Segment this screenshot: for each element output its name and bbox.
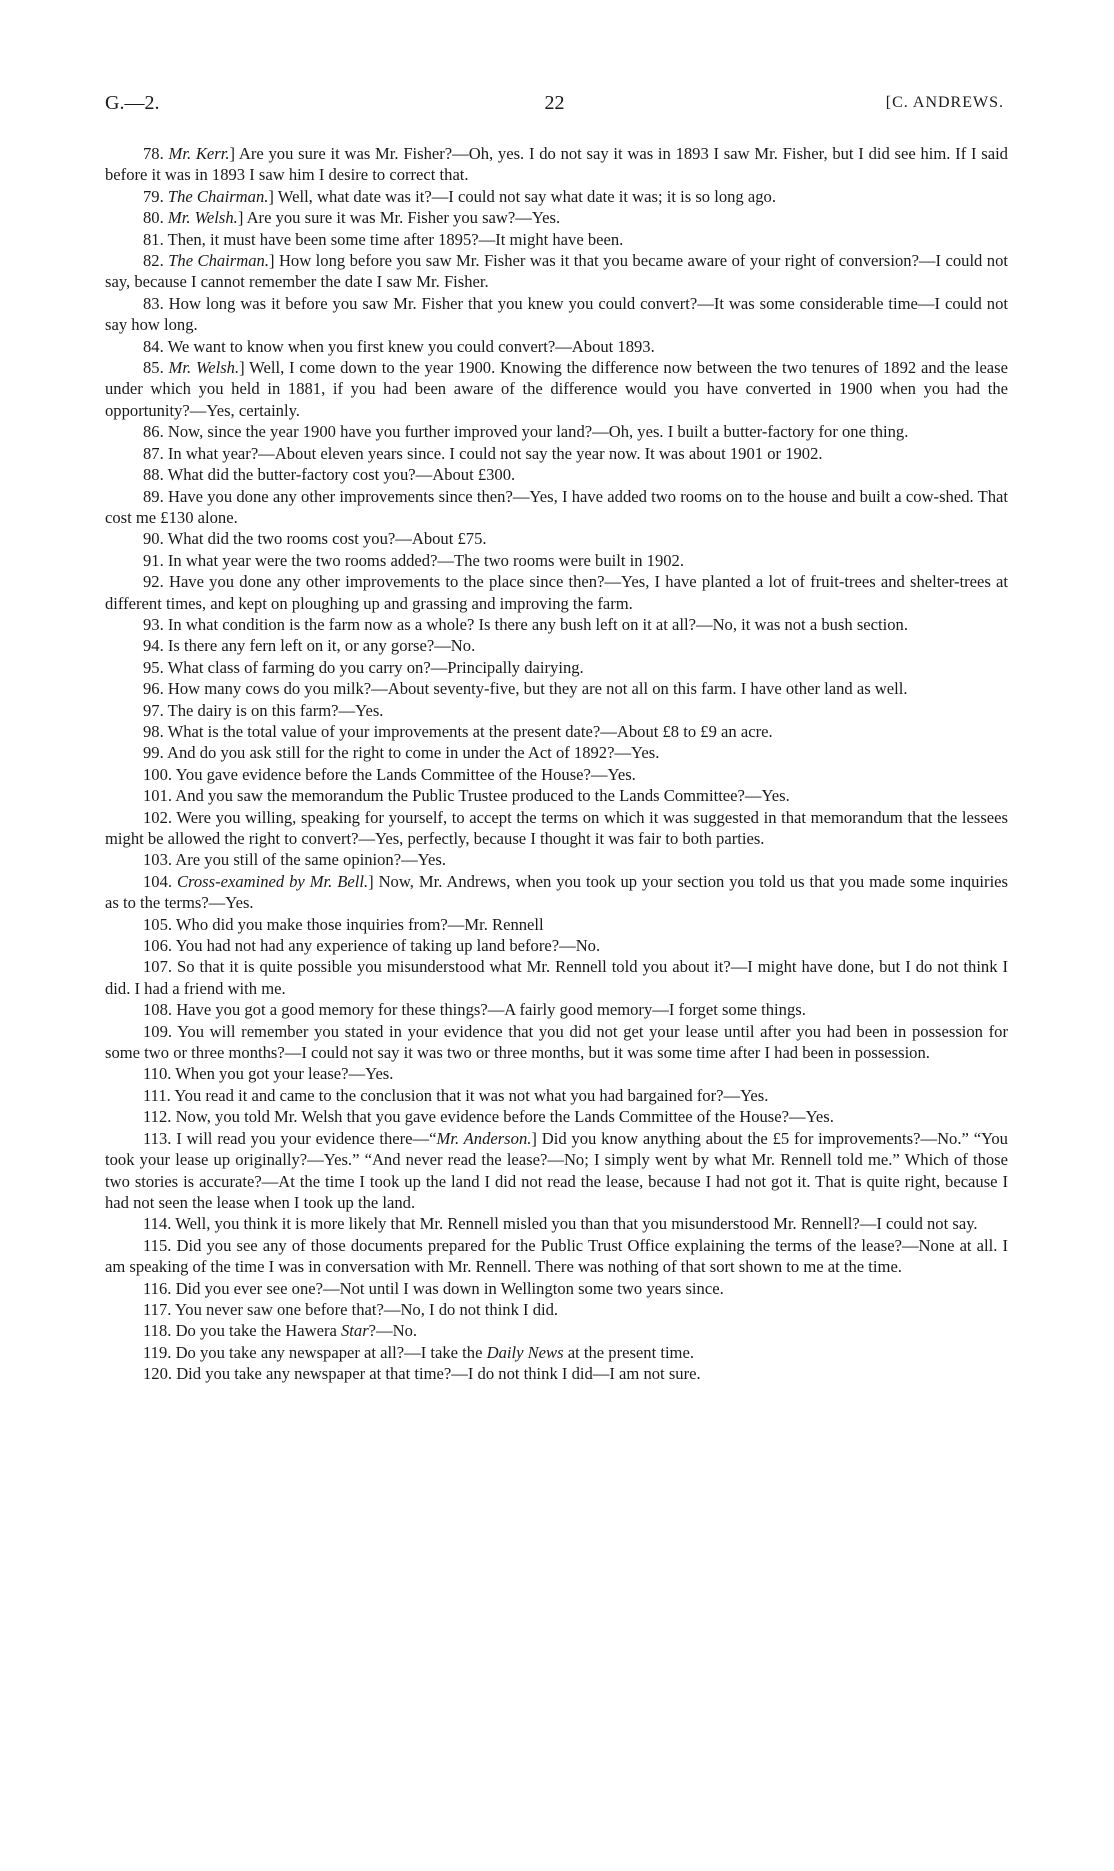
text-run: ] Well, what date was it?—I could not say what date it was; it is so long ago. — [268, 186, 776, 206]
question-answer-paragraph — [105, 1021, 1008, 1064]
question-answer-paragraph — [105, 1063, 1008, 1084]
question-answer-paragraph — [105, 250, 1008, 293]
question-answer-paragraph — [105, 464, 1008, 485]
italic-run: The Chairman. — [168, 251, 269, 271]
question-answer-paragraph — [105, 678, 1008, 699]
question-answer-paragraph — [105, 721, 1008, 742]
text-run: ?—No. — [368, 1321, 418, 1341]
text-run: 114. Well, you think it is more likely that Mr. Rennell misled you than that you misunderstood Mr. Rennell?—I could not say. — [143, 1214, 978, 1234]
text-run: 101. And you saw the memorandum the Public Trustee produced to the Lands Committee?—Yes. — [143, 786, 790, 806]
text-run: 89. Have you done any other improvements since then?—Yes, I have added two rooms on to the house and built a cow-shed. That cost me £130 alone. — [105, 486, 1008, 527]
question-answer-paragraph — [105, 1213, 1008, 1234]
text-run: 104. — [143, 871, 177, 891]
question-answer-paragraph — [105, 229, 1008, 250]
text-run: 81. Then, it must have been some time after 1895?—It might have been. — [143, 229, 624, 249]
text-run: 112. Now, you told Mr. Welsh that you gave evidence before the Lands Committee of the House?—Yes. — [143, 1107, 834, 1127]
text-run: ] Are you sure it was Mr. Fisher?—Oh, yes. I do not say it was in 1893 I saw Mr. Fisher, but I did see him. If I said before it was in 1893 I saw him I desire to correct that. — [105, 144, 1008, 185]
text-run: ] Did you know anything about the £5 for improvements?—No.” “You took your lease up originally?—Yes.” “And never read the lease?—No; I simply went by what Mr. Rennell told me.” Which of those two stories is accurate?—At the time I took up the land I did not read the lease, because I had not got it. That is quite right, because I had not seen the lease when I took up the land. — [105, 1128, 1008, 1212]
question-answer-paragraph — [105, 935, 1008, 956]
question-answer-paragraph — [105, 742, 1008, 763]
italic-run: Star — [340, 1321, 369, 1341]
text-run: 82. — [143, 251, 169, 271]
question-answer-paragraph — [105, 571, 1008, 614]
question-answer-paragraph — [105, 550, 1008, 571]
text-run: 116. Did you ever see one?—Not until I was down in Wellington some two years since. — [143, 1278, 724, 1298]
text-run: ] How long before you saw Mr. Fisher was it that you became aware of your right of conversion?—I could not say, because I cannot remember the date I saw Mr. Fisher. — [105, 251, 1008, 292]
text-run: 117. You never saw one before that?—No, I do not think I did. — [143, 1299, 559, 1319]
document-reference: G.—2. — [105, 92, 160, 114]
text-run: 94. Is there any fern left on it, or any gorse?—No. — [143, 636, 476, 656]
italic-run: Mr. Kerr. — [168, 144, 230, 163]
text-run: ] Are you sure it was Mr. Fisher you saw?—Yes. — [237, 208, 561, 228]
question-answer-paragraph — [105, 357, 1008, 421]
question-answer-paragraph — [105, 1299, 1008, 1320]
question-answer-paragraph — [105, 1363, 1008, 1384]
page-header — [105, 92, 1004, 122]
text-run: 79. — [143, 186, 168, 206]
text-run: 98. What is the total value of your improvements at the present date?—About £8 to £9 an acre. — [143, 721, 773, 741]
witness-name: [C. ANDREWS. — [885, 94, 1004, 111]
question-answer-paragraph — [105, 764, 1008, 785]
text-run: 120. Did you take any newspaper at that time?—I do not think I did—I am not sure. — [143, 1364, 701, 1384]
text-run: 96. How many cows do you milk?—About seventy-five, but they are not all on this farm. I have other land as well. — [143, 679, 908, 699]
text-run: 118. Do you take the Hawera — [143, 1321, 341, 1341]
text-run: at the present time. — [563, 1342, 694, 1362]
text-run: 113. I will read you your evidence there—“ — [143, 1128, 437, 1148]
text-run: 84. We want to know when you first knew you could convert?—About 1893. — [143, 336, 655, 356]
question-answer-paragraph — [105, 143, 1008, 186]
text-run: 91. In what year were the two rooms added?—The two rooms were built in 1902. — [143, 550, 684, 570]
text-run: 80. — [143, 208, 168, 228]
text-run: 87. In what year?—About eleven years since. I could not say the year now. It was about 1901 or 1902. — [143, 443, 823, 463]
question-answer-paragraph — [105, 528, 1008, 549]
question-answer-paragraph — [105, 785, 1008, 806]
question-answer-paragraph — [105, 336, 1008, 357]
text-run: 85. — [143, 358, 169, 378]
text-run: 115. Did you see any of those documents prepared for the Public Trust Office explaining the terms of the lease?—None at all. I am speaking of the time I was in conversation with Mr. Rennell. There was nothing of that sort shown to me at the time. — [105, 1235, 1008, 1277]
question-answer-paragraph — [105, 700, 1008, 721]
italic-run: Mr. Welsh. — [167, 208, 238, 228]
text-run: 83. How long was it before you saw Mr. Fisher that you knew you could convert?—It was some considerable time—I could not say how long. — [105, 293, 1008, 335]
text-run: 78. — [143, 144, 169, 163]
text-run: 95. What class of farming do you carry on?—Principally dairying. — [143, 657, 584, 677]
question-answer-paragraph — [105, 1320, 1008, 1341]
text-run: 86. Now, since the year 1900 have you further improved your land?—Oh, yes. I built a butter-factory for one thing. — [143, 422, 909, 442]
question-answer-paragraph — [105, 1128, 1008, 1214]
question-answer-paragraph — [105, 1278, 1008, 1299]
question-answer-paragraph — [105, 1085, 1008, 1106]
question-answer-paragraph — [105, 807, 1008, 850]
text-run: 93. In what condition is the farm now as a whole? Is there any bush left on it at all?—No, it was not a bush section. — [143, 614, 908, 634]
question-answer-paragraph — [105, 443, 1008, 464]
text-run: 88. What did the butter-factory cost you?—About £300. — [143, 465, 516, 485]
question-answer-paragraph — [105, 614, 1008, 635]
text-run: 103. Are you still of the same opinion?—Yes. — [143, 850, 446, 870]
question-answer-paragraph — [105, 871, 1008, 914]
text-run: ] Well, I come down to the year 1900. Knowing the difference now between the two tenures of 1892 and the lease under which you held in 1881, if you had been aware of the difference would you have converted in 1900 when you had the opportunity?—Yes, certainly. — [105, 358, 1008, 420]
question-answer-paragraph — [105, 956, 1008, 999]
italic-run: Daily News — [486, 1342, 564, 1362]
question-answer-paragraph — [105, 849, 1008, 870]
page-number: 22 — [544, 92, 565, 114]
question-answer-paragraph — [105, 657, 1008, 678]
text-run: 108. Have you got a good memory for these things?—A fairly good memory—I forget some things. — [143, 1000, 806, 1020]
text-run: 111. You read it and came to the conclusion that it was not what you had bargained for?—Yes. — [143, 1085, 769, 1105]
question-answer-paragraph — [105, 1235, 1008, 1278]
italic-run: The Chairman. — [167, 186, 269, 206]
evidence-transcript — [105, 143, 1008, 1385]
question-answer-paragraph — [105, 914, 1008, 935]
question-answer-paragraph — [105, 186, 1008, 207]
italic-run: Mr. Anderson. — [436, 1128, 532, 1148]
italic-run: Cross-examined by Mr. Bell. — [176, 871, 369, 891]
question-answer-paragraph — [105, 421, 1008, 442]
question-answer-paragraph — [105, 635, 1008, 656]
text-run: 92. Have you done any other improvements to the place since then?—Yes, I have planted a lot of fruit-trees and shelter-trees at different times, and kept on ploughing up and grassing and improving the farm. — [105, 572, 1008, 613]
text-run: 99. And do you ask still for the right to come in under the Act of 1892?—Yes. — [143, 743, 660, 763]
text-run: 102. Were you willing, speaking for yourself, to accept the terms on which it was suggested in that memorandum that the lessees might be allowed the right to convert?—Yes, perfectly, because I thought it was fair to both parties. — [105, 807, 1008, 848]
text-run: ] Now, Mr. Andrews, when you took up your section you told us that you made some inquiries as to the terms?—Yes. — [105, 871, 1009, 913]
italic-run: Mr. Welsh. — [168, 358, 240, 378]
question-answer-paragraph — [105, 1106, 1008, 1127]
question-answer-paragraph — [105, 1342, 1008, 1363]
text-run: 90. What did the two rooms cost you?—About £75. — [143, 529, 487, 549]
question-answer-paragraph — [105, 207, 1008, 228]
question-answer-paragraph — [105, 999, 1008, 1020]
text-run: 109. You will remember you stated in your evidence that you did not get your lease until after you had been in possession for some two or three months?—I could not say it was two or three months, but it was some time after I had been in possession. — [105, 1021, 1008, 1063]
text-run: 106. You had not had any experience of taking up land before?—No. — [143, 936, 601, 956]
text-run: 100. You gave evidence before the Lands Committee of the House?—Yes. — [143, 764, 636, 784]
question-answer-paragraph — [105, 486, 1008, 529]
text-run: 105. Who did you make those inquiries from?—Mr. Rennell — [143, 914, 544, 934]
text-run: 97. The dairy is on this farm?—Yes. — [143, 700, 384, 720]
question-answer-paragraph — [105, 293, 1008, 336]
text-run: 119. Do you take any newspaper at all?—I take the — [143, 1342, 487, 1362]
text-run: 107. So that it is quite possible you misunderstood what Mr. Rennell told you about it?—I might have done, but I do not think I did. I had a friend with me. — [105, 957, 1008, 998]
text-run: 110. When you got your lease?—Yes. — [143, 1064, 394, 1084]
